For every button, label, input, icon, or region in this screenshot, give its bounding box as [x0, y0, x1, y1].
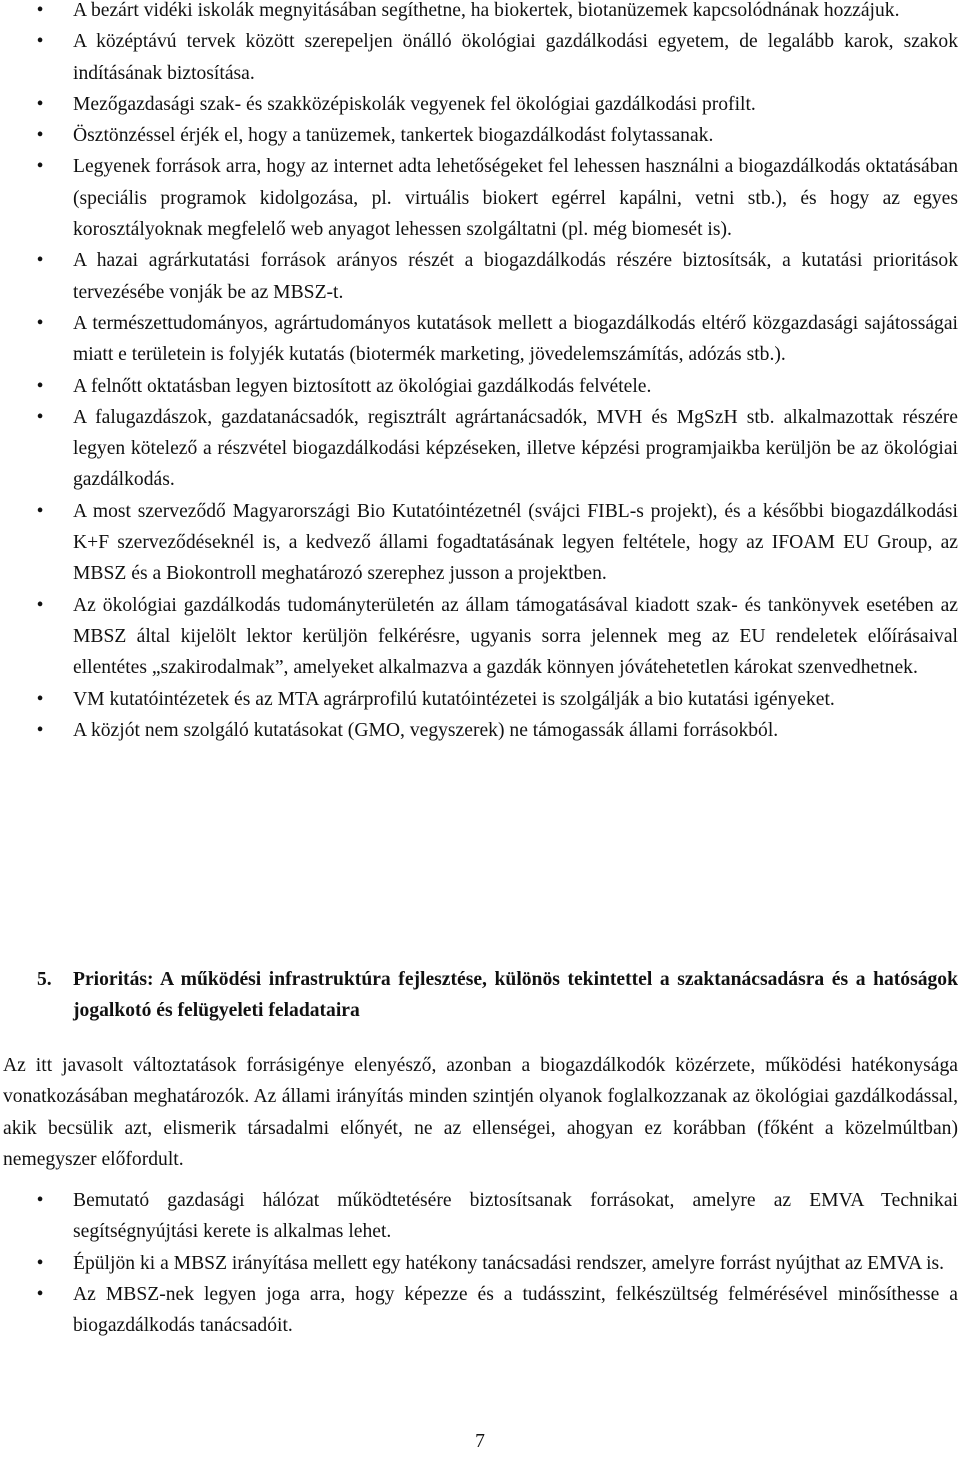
list-item [0, 120, 960, 151]
list-item [0, 151, 960, 245]
section-heading [0, 964, 960, 1027]
bullet: • [36, 250, 44, 272]
list-item [0, 715, 960, 746]
page-number: 7 [475, 1431, 485, 1452]
bullet: • [36, 1190, 44, 1211]
list-item-text: Mezőgazdasági szak- és szakközépiskolák vegyenek fel ökológiai gazdálkodási profilt. [73, 93, 756, 115]
list-item [0, 308, 960, 371]
list-item [0, 245, 960, 308]
bullet: • [36, 375, 44, 397]
list-item [0, 684, 960, 715]
list-item [0, 1185, 960, 1248]
list-item [0, 590, 960, 684]
list-item-text: A természettudományos, agrártudományos kutatások mellett a biogazdálkodás eltérő közgazdasági sajátosságai miatt e területein is folyjék kutatás (biotermék marketing, jövedelemszámítás, adózás stb.). [73, 312, 958, 366]
list-item-text: Ösztönzéssel érjék el, hogy a tanüzemek, tankertek biogazdálkodást folytassanak. [73, 125, 714, 147]
list-item-text: A most szerveződő Magyarországi Bio Kutatóintézetnél (svájci FIBL-s projekt), és a későbbi biogazdálkodási K+F szerveződéseknél is, a kedvező állami fogadtatásának legyen feltétele, hogy az IFOAM EU Group, az MBSZ és a Biokontroll meghatározó szerephez jusson a projektben. [73, 500, 958, 585]
bullet: • [36, 93, 44, 115]
list-item-text: A középtávú tervek között szerepeljen önálló ökológiai gazdálkodási egyetem, de legalább karok, szakok indításának biztosítása. [73, 31, 958, 84]
list-item [0, 89, 960, 120]
body-paragraph: Az itt javasolt változtatások forrásigénye elenyésző, azonban a biogazdálkodók közérzete, működési hatékonysága vonatkozásában meghatározók. Az állami irányítás minden szintjén olyanok foglalkozzanak az ökológiai gazdálkodással, akik becsülik azt, elismerik társadalmi előnyét, ne az ellenségei, ahogyan ez korábban (főként a közelmúltban) nemegyszer előfordult. [3, 1055, 958, 1170]
list-item-text: A falugazdászok, gazdatanácsadók, regisztrált agrártanácsadók, MVH és MgSzH stb. alkalmazottak részére legyen kötelező a részvétel biogazdálkodási képzéseken, illetve képzési programjaikba kerüljön be az ökológiai gazdálkodás. [73, 406, 958, 491]
list-item-text: A közjót nem szolgáló kutatásokat (GMO, vegyszerek) ne támogassák állami forrásokból. [73, 719, 779, 741]
bullet: • [36, 688, 44, 710]
list-item [0, 496, 960, 590]
bullet: • [36, 312, 44, 334]
list-item [0, 402, 960, 496]
section-title: Prioritás: A működési infrastruktúra fejlesztése, különös tekintettel a szaktanácsadásra és a hatóságok jogalkotó és felügyeleti feladataira [73, 969, 958, 1022]
list-item [0, 1248, 960, 1279]
list-item-text: A hazai agrárkutatási források arányos részét a biogazdálkodás részére biztosítsák, a kutatási prioritások tervezésébe vonják be az MBSZ-t. [73, 250, 958, 303]
list-item [0, 26, 960, 89]
list-item [0, 0, 960, 26]
list-item-text: A felnőtt oktatásban legyen biztosított az ökológiai gazdálkodás felvétele. [73, 375, 652, 397]
list-item-text: Az ökológiai gazdálkodás tudományterületén az állam támogatásával kiadott szak- és tankönyvek esetében az MBSZ által kijelölt lektor kerüljön felkérésre, ugyanis sorra jelennek meg az EU rendeletek előírásaival ellentétes „szakirodalmak”, amelyeket alkalmazva a gazdák könnyen jóvátehetetlen károkat szenvedhetnek. [73, 594, 958, 679]
list-item-text: Legyenek források arra, hogy az internet adta lehetőségeket fel lehessen használni a biogazdálkodás oktatásában (speciális programok kidolgozása, pl. virtuális biokert egérrel kapálni, vetni stb.), és hogy az egyes korosztályoknak megfelelő web anyagot lehessen szolgáltatni (pl. még biomesét is). [73, 156, 958, 241]
bullet: • [36, 0, 44, 21]
list-item [0, 371, 960, 402]
list-item [0, 1279, 960, 1342]
list-item-text: VM kutatóintézetek és az MTA agrárprofilú kutatóintézetei is szolgálják a bio kutatási igényeket. [73, 688, 835, 710]
bullet: • [36, 156, 44, 178]
bullet: • [36, 1252, 44, 1274]
bullet: • [36, 125, 44, 147]
bullet: • [36, 406, 44, 428]
bullet: • [36, 31, 44, 53]
bullet: • [36, 500, 44, 522]
bullet: • [36, 594, 44, 616]
priority-list [0, 1185, 960, 1341]
list-item-text: Épüljön ki a MBSZ irányítása mellett egy hatékony tanácsadási rendszer, amelyre forrást nyújthat az EMVA is. [73, 1252, 945, 1274]
list-item-text: Bemutató gazdasági hálózat működtetésére biztosítsanak forrásokat, amelyre az EMVA Technikai segítségnyújtási kerete is alkalmas lehet. [73, 1190, 958, 1243]
bullet: • [36, 719, 44, 741]
bullet: • [36, 1283, 44, 1305]
section-number: 5. [37, 969, 52, 990]
list-item-text: A bezárt vidéki iskolák megnyitásában segíthetne, ha biokertek, biotanüzemek kapcsolódnának hozzájuk. [73, 0, 900, 21]
list-item-text: Az MBSZ-nek legyen joga arra, hogy képezze és a tudásszint, felkészültség felmérésével minősíthesse a biogazdálkodás tanácsadóit. [73, 1283, 958, 1337]
